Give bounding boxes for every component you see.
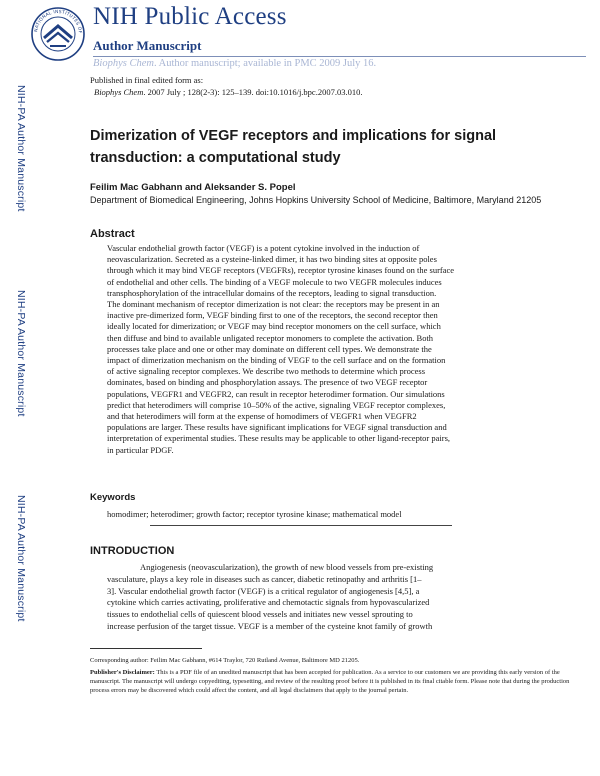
nih-seal-logo — [30, 6, 86, 62]
introduction-text — [107, 562, 583, 633]
abstract-line: populations are larger. These results have significant implications for VEGF signal transduction and — [107, 422, 447, 433]
abstract-line: predict that heterodimers will comprise 10–50% of the active, signaling VEGF receptor complexes, — [107, 399, 446, 410]
side-stamp-2: NIH-PA Author Manuscript — [15, 290, 27, 417]
abstract-text — [107, 243, 582, 456]
side-stamp-3: NIH-PA Author Manuscript — [15, 495, 27, 622]
abstract-line: of endothelial and other cells. The binding of a VEGF molecule to two VEGFR molecules induces — [107, 276, 442, 287]
abstract-line: impact of dimerization mechanism on the binding of VEGF to the cell surface and on the formation — [107, 355, 446, 366]
abstract-line: inactive pre-dimerized form, VEGF binding first to one of the receptors, the second receptor then — [107, 310, 438, 321]
intro-line: 3]. Vascular endothelial growth factor (VEGF) is a critical regulator of angiogenesis [4,5], a — [107, 585, 420, 596]
side-stamp-1: NIH-PA Author Manuscript — [15, 85, 27, 212]
keywords-divider — [150, 525, 452, 526]
keywords-text: homodimer; heterodimer; growth factor; receptor tyrosine kinase; mathematical model — [107, 509, 402, 519]
article-title: Dimerization of VEGF receptors and implications for signal transduction: a computational study — [90, 128, 497, 166]
header-divider — [93, 56, 586, 57]
introduction-heading: INTRODUCTION — [90, 545, 175, 557]
article-authors: Feilim Mac Gabhann and Aleksander S. Popel — [90, 182, 296, 193]
author-affiliation: Department of Biomedical Engineering, Johns Hopkins University School of Medicine, Baltimore, Maryland 21205 — [90, 195, 542, 205]
abstract-line: processes take place and one or other may dominate on different cell types. We demonstrate the — [107, 343, 432, 354]
abstract-line: interpretation of experimental studies. These results may be applicable to other ligand-receptor pairs, — [107, 433, 451, 444]
intro-line: cytokine which carries activating, proliferative and chemotactic signals from hypovascularized — [107, 597, 430, 608]
abstract-line: through which it may bind VEGF receptors (VEGFRs), receptor tyrosine kinases found on the surface — [107, 265, 455, 276]
abstract-line: The dominant mechanism of receptor dimerization is not clear: the receptors may be present in an — [107, 299, 440, 310]
publisher-disclaimer: Publisher's Disclaimer: This is a PDF file of an unedited manuscript that has been accepted for publication. As a service to our customers we are providing this early version of the manuscript. The manuscript will undergo copyediting, typesetting, and review of the resulting proof before it is published in its final citable form. Please note that during the production process errors may be discovered which could affect the content, and all legal disclaimers that apply to the journal pertain. — [90, 669, 570, 694]
footnote-divider — [90, 648, 202, 649]
author-manuscript-label: Author Manuscript — [93, 38, 202, 53]
nih-public-access-heading: NIH Public Access — [93, 3, 287, 30]
intro-line: tissues to endothelial cells of quiescent blood vessels and initiates new vessel sprouting to — [107, 609, 413, 620]
abstract-line: Vascular endothelial growth factor (VEGF) is a potent cytokine involved in the induction of — [107, 243, 420, 253]
abstract-line: neovascularization. Secreted as a cysteine-linked dimer, it has two binding sites at opposite poles — [107, 254, 437, 265]
citation-line: Biophys Chem. 2007 July ; 128(2-3): 125–139. doi:10.1016/j.bpc.2007.03.010. — [94, 87, 363, 97]
journal-availability: Biophys Chem. Author manuscript; available in PMC 2009 July 16. — [93, 58, 377, 69]
abstract-line: transphosphorylation of the intracellular domains of the receptors, leading to signal transduction. — [107, 287, 437, 298]
svg-text:NATIONAL INSTITUTES OF HEALTH: NATIONAL INSTITUTES OF — [34, 9, 83, 34]
intro-line: vasculature, plays a key role in diseases such as cancer, diabetic retinopathy and arthritis [1– — [107, 573, 422, 584]
keywords-heading: Keywords — [90, 492, 136, 503]
intro-line: increase perfusion of the target tissue. VEGF is a member of the cysteine knot family of growth — [107, 620, 433, 631]
abstract-heading: Abstract — [90, 228, 135, 240]
abstract-line: populations, VEGFR1 and VEGFR2, can result in receptor heterodimer formation. Our simulations — [107, 388, 445, 399]
abstract-line: ideally located for dimerization; or VEGF may bind receptor monomers on the cell surface, which — [107, 321, 441, 332]
corresponding-author-note: Corresponding author: Feilim Mac Gabhann, #614 Traylor, 720 Rutland Avenue, Baltimore MD 21205. — [90, 657, 360, 664]
abstract-line: of active signaling receptor complexes. We describe two methods to determine which process — [107, 366, 426, 377]
abstract-line: in particular PDGF. — [107, 444, 174, 455]
published-label: Published in final edited form as: — [90, 75, 204, 85]
abstract-line: and that heterodimers will form at the expense of homodimers of VEGFR1 when VEGFR2 — [107, 411, 417, 422]
intro-line: Angiogenesis (neovascularization), the growth of new blood vessels from pre-existing — [140, 562, 434, 572]
abstract-line: dominates, based on binding and phosphorylation assays. The presence of two VEGF receptor — [107, 377, 428, 388]
abstract-line: then diffuse and bind to available unligated receptor monomers to complete the activation. Both — [107, 332, 434, 343]
